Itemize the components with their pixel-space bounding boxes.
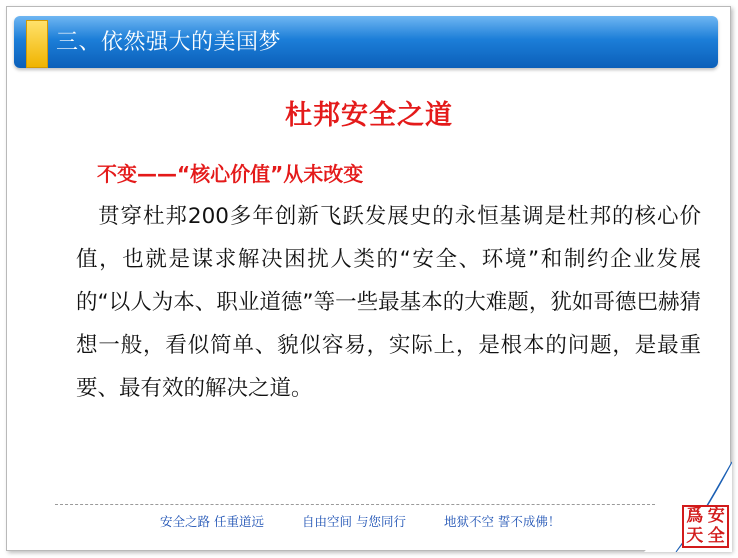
body-paragraph: 贯穿杜邦200多年创新飞跃发展史的永恒基调是杜邦的核心价值，也就是谋求解决困扰人类的“安全、环境”和制约企业发展的“以人为本、职业道德”等一些最基本的大难题，犹如哥德巴赫猜想一般，看似简单、貌似容易，实际上，是根本的问题，是最重要、最有效的解决之道。 (76, 204, 701, 401)
footer-divider (55, 504, 655, 505)
footer-slogan-3: 地狱不空 誓不成佛！ (443, 514, 561, 529)
seal-stamp (682, 505, 729, 548)
section-title: 三、依然强大的美国梦 (56, 30, 282, 55)
footer-slogans (160, 512, 594, 532)
seal-char: 全 (707, 525, 725, 546)
footer-slogan-2: 自由空间 与您同行 (301, 514, 406, 529)
footer-slogan-1: 安全之路 任重道远 (160, 514, 264, 529)
main-title: 杜邦安全之道 (285, 100, 453, 131)
header-accent-block (26, 20, 48, 68)
subtitle: 不变——“核心价值”从未改变 (97, 162, 364, 186)
seal-char: 天 (686, 525, 704, 546)
seal-char: 安 (707, 506, 725, 526)
seal-char: 爲 (686, 506, 704, 526)
